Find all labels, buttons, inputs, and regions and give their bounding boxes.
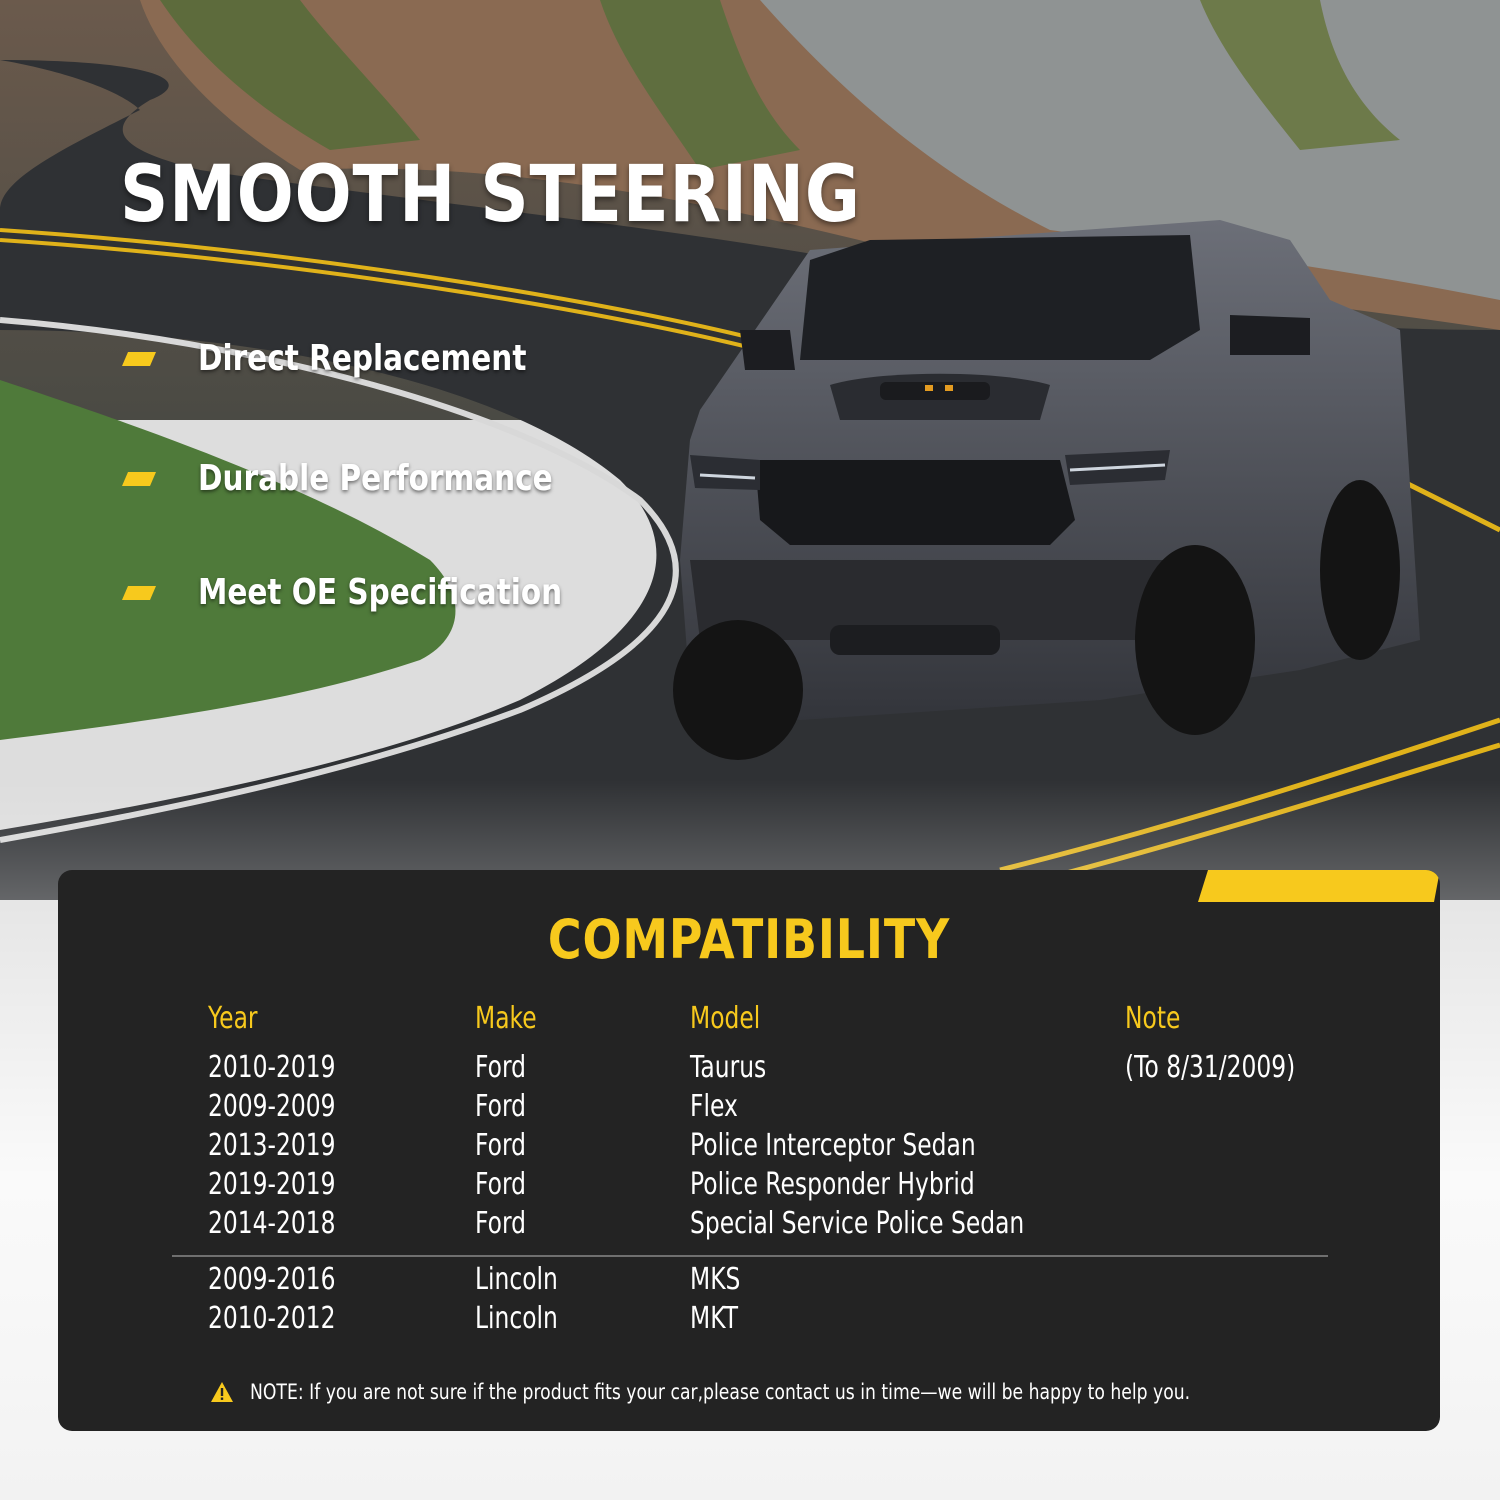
- feature-item: [122, 338, 599, 379]
- column-header-model: Model: [690, 1001, 761, 1036]
- table-cell-model: Police Interceptor Sedan: [690, 1128, 976, 1163]
- note-text: NOTE: If you are not sure if the product fits your car,please contact us in time—we will be happy to help you.: [250, 1380, 1191, 1404]
- table-cell-model: MKS: [690, 1262, 741, 1297]
- table-cell-year: 2009-2009: [208, 1089, 336, 1124]
- table-cell-year: 2010-2019: [208, 1050, 336, 1085]
- feature-label: Durable Performance: [198, 458, 553, 499]
- table-divider: [172, 1255, 1328, 1257]
- table-cell-make: Lincoln: [475, 1301, 558, 1336]
- feature-label: Direct Replacement: [198, 338, 527, 379]
- compatibility-panel: [58, 870, 1440, 1431]
- table-cell-model: Flex: [690, 1089, 738, 1124]
- yellow-slash-bullet-icon: [122, 350, 158, 368]
- yellow-slash-bullet-icon: [122, 470, 158, 488]
- feature-label: Meet OE Specification: [198, 572, 563, 613]
- headline: SMOOTH STEERING: [120, 150, 861, 240]
- table-cell-year: 2013-2019: [208, 1128, 336, 1163]
- column-header-year: Year: [208, 1001, 258, 1036]
- column-header-note: Note: [1125, 1001, 1181, 1036]
- warning-triangle-icon: [210, 1381, 234, 1403]
- table-cell-make: Ford: [475, 1089, 527, 1124]
- table-cell-make: Ford: [475, 1206, 527, 1241]
- feature-item: [122, 458, 631, 499]
- fitment-note: [210, 1380, 1397, 1404]
- table-cell-year: 2014-2018: [208, 1206, 336, 1241]
- table-cell-note: (To 8/31/2009): [1125, 1050, 1296, 1085]
- compatibility-title: COMPATIBILITY: [547, 908, 951, 971]
- table-cell-make: Ford: [475, 1167, 527, 1202]
- column-header-make: Make: [475, 1001, 537, 1036]
- compatibility-table: [58, 870, 1440, 1431]
- table-cell-model: Taurus: [690, 1050, 767, 1085]
- table-cell-year: 2019-2019: [208, 1167, 336, 1202]
- feature-item: [122, 572, 642, 613]
- yellow-slash-bullet-icon: [122, 584, 158, 602]
- table-cell-model: Special Service Police Sedan: [690, 1206, 1025, 1241]
- table-cell-year: 2009-2016: [208, 1262, 336, 1297]
- table-cell-year: 2010-2012: [208, 1301, 336, 1336]
- table-cell-model: MKT: [690, 1301, 739, 1336]
- table-cell-model: Police Responder Hybrid: [690, 1167, 975, 1202]
- table-cell-make: Ford: [475, 1050, 527, 1085]
- table-cell-make: Lincoln: [475, 1262, 558, 1297]
- table-cell-make: Ford: [475, 1128, 527, 1163]
